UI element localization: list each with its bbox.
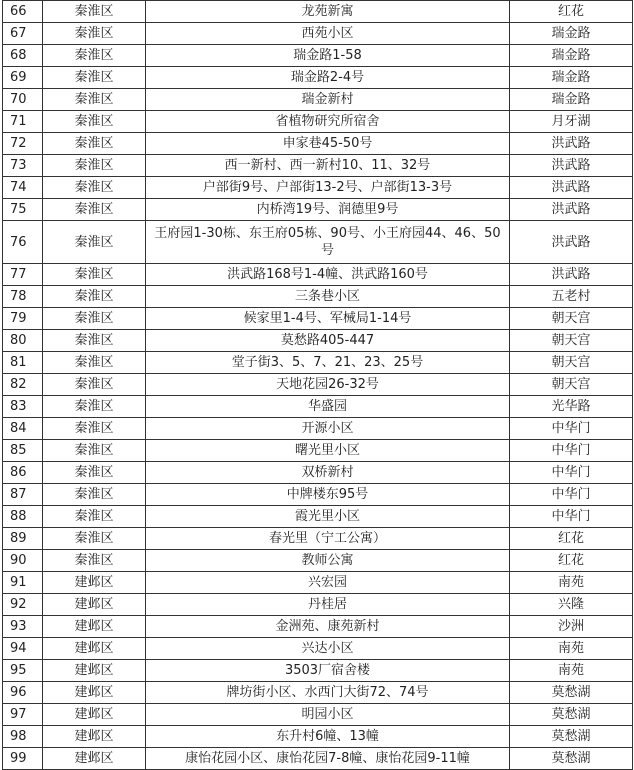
district-cell: 秦淮区 [43,550,146,572]
table-row [3,572,633,594]
row-number: 71 [3,111,43,133]
row-number: 86 [3,462,43,484]
row-number: 94 [3,638,43,660]
district-cell: 秦淮区 [43,155,146,177]
district-cell: 秦淮区 [43,396,146,418]
district-cell: 秦淮区 [43,111,146,133]
table-row [3,45,633,67]
district-cell: 秦淮区 [43,264,146,286]
row-number: 80 [3,330,43,352]
district-cell: 秦淮区 [43,133,146,155]
street-cell: 中华门 [510,440,633,462]
table-row [3,418,633,440]
row-number: 66 [3,1,43,23]
street-cell: 朝天宫 [510,330,633,352]
community-cell: 霞光里小区 [146,506,510,528]
table-row [3,682,633,704]
community-cell: 王府园1-30栋、东王府05栋、90号、小王府园44、46、50号 [146,221,510,264]
row-number: 97 [3,704,43,726]
community-cell: 申家巷45-50号 [146,133,510,155]
district-cell: 秦淮区 [43,352,146,374]
street-cell: 红花 [510,528,633,550]
district-cell: 秦淮区 [43,528,146,550]
district-cell: 秦淮区 [43,418,146,440]
street-cell: 南苑 [510,572,633,594]
district-cell: 建邺区 [43,660,146,682]
street-cell: 瑞金路 [510,23,633,45]
street-cell: 兴隆 [510,594,633,616]
table-row [3,550,633,572]
street-cell: 瑞金路 [510,45,633,67]
district-cell: 秦淮区 [43,23,146,45]
row-number: 74 [3,177,43,199]
street-cell: 光华路 [510,396,633,418]
table-row [3,528,633,550]
table-row [3,374,633,396]
community-cell: 洪武路168号1-4幢、洪武路160号 [146,264,510,286]
community-cell: 龙苑新寓 [146,1,510,23]
row-number: 72 [3,133,43,155]
row-number: 88 [3,506,43,528]
street-cell: 月牙湖 [510,111,633,133]
street-cell: 洪武路 [510,264,633,286]
street-cell: 朝天宫 [510,374,633,396]
table-row [3,199,633,221]
table-body [3,1,633,770]
community-cell: 三条巷小区 [146,286,510,308]
district-cell: 建邺区 [43,748,146,770]
community-cell: 华盛园 [146,396,510,418]
row-number: 99 [3,748,43,770]
table-row [3,133,633,155]
community-cell: 双桥新村 [146,462,510,484]
district-cell: 建邺区 [43,616,146,638]
table-row [3,440,633,462]
row-number: 81 [3,352,43,374]
community-list-table [2,0,633,770]
community-cell: 瑞金新村 [146,89,510,111]
table-row [3,660,633,682]
community-cell: 西苑小区 [146,23,510,45]
row-number: 96 [3,682,43,704]
community-cell: 东升村6幢、13幢 [146,726,510,748]
row-number: 89 [3,528,43,550]
street-cell: 朝天宫 [510,308,633,330]
street-cell: 中华门 [510,506,633,528]
district-cell: 秦淮区 [43,484,146,506]
row-number: 87 [3,484,43,506]
district-cell: 秦淮区 [43,308,146,330]
community-cell: 中牌楼东95号 [146,484,510,506]
street-cell: 中华门 [510,418,633,440]
street-cell: 红花 [510,1,633,23]
community-cell: 户部街9号、户部街13-2号、户部街13-3号 [146,177,510,199]
table-row [3,1,633,23]
community-cell: 曙光里小区 [146,440,510,462]
table-row [3,264,633,286]
table-row [3,330,633,352]
table-row [3,726,633,748]
street-cell: 莫愁湖 [510,726,633,748]
table-row [3,221,633,264]
community-cell: 3503厂宿舍楼 [146,660,510,682]
district-cell: 建邺区 [43,704,146,726]
street-cell: 瑞金路 [510,67,633,89]
district-cell: 建邺区 [43,682,146,704]
street-cell: 五老村 [510,286,633,308]
district-cell: 秦淮区 [43,45,146,67]
district-cell: 秦淮区 [43,199,146,221]
community-cell: 开源小区 [146,418,510,440]
district-cell: 秦淮区 [43,89,146,111]
community-cell: 金洲苑、康苑新村 [146,616,510,638]
table-row [3,308,633,330]
row-number: 90 [3,550,43,572]
row-number: 78 [3,286,43,308]
row-number: 92 [3,594,43,616]
table-row [3,484,633,506]
table-row [3,396,633,418]
row-number: 95 [3,660,43,682]
table-row [3,704,633,726]
community-cell: 康怡花园小区、康怡花园7-8幢、康怡花园9-11幢 [146,748,510,770]
community-cell: 莫愁路405-447 [146,330,510,352]
table-row [3,111,633,133]
street-cell: 洪武路 [510,177,633,199]
table-row [3,462,633,484]
street-cell: 沙洲 [510,616,633,638]
community-cell: 兴宏园 [146,572,510,594]
district-cell: 建邺区 [43,638,146,660]
district-cell: 秦淮区 [43,1,146,23]
street-cell: 中华门 [510,462,633,484]
table-row [3,748,633,770]
row-number: 98 [3,726,43,748]
community-cell: 瑞金路1-58 [146,45,510,67]
community-cell: 春光里（宁工公寓） [146,528,510,550]
row-number: 77 [3,264,43,286]
street-cell: 南苑 [510,638,633,660]
table-row [3,67,633,89]
community-cell: 堂子街3、5、7、21、23、25号 [146,352,510,374]
street-cell: 中华门 [510,484,633,506]
community-cell: 瑞金路2-4号 [146,67,510,89]
district-cell: 建邺区 [43,594,146,616]
table-row [3,177,633,199]
street-cell: 南苑 [510,660,633,682]
street-cell: 洪武路 [510,133,633,155]
street-cell: 洪武路 [510,155,633,177]
district-cell: 秦淮区 [43,67,146,89]
row-number: 75 [3,199,43,221]
district-cell: 秦淮区 [43,286,146,308]
row-number: 69 [3,67,43,89]
community-cell: 牌坊街小区、水西门大街72、74号 [146,682,510,704]
community-cell: 西一新村、西一新村10、11、32号 [146,155,510,177]
community-list-table-container [2,0,632,770]
table-row [3,23,633,45]
district-cell: 秦淮区 [43,506,146,528]
table-row [3,594,633,616]
table-row [3,155,633,177]
community-cell: 丹桂居 [146,594,510,616]
district-cell: 建邺区 [43,572,146,594]
street-cell: 红花 [510,550,633,572]
row-number: 68 [3,45,43,67]
street-cell: 洪武路 [510,199,633,221]
street-cell: 莫愁湖 [510,704,633,726]
community-cell: 天地花园26-32号 [146,374,510,396]
row-number: 70 [3,89,43,111]
row-number: 84 [3,418,43,440]
community-cell: 内桥湾19号、润德里9号 [146,199,510,221]
row-number: 82 [3,374,43,396]
row-number: 67 [3,23,43,45]
street-cell: 莫愁湖 [510,682,633,704]
table-row [3,89,633,111]
street-cell: 瑞金路 [510,89,633,111]
district-cell: 秦淮区 [43,440,146,462]
row-number: 93 [3,616,43,638]
street-cell: 洪武路 [510,221,633,264]
row-number: 79 [3,308,43,330]
community-cell: 候家里1-4号、军械局1-14号 [146,308,510,330]
table-row [3,286,633,308]
district-cell: 秦淮区 [43,462,146,484]
table-row [3,352,633,374]
community-cell: 兴达小区 [146,638,510,660]
district-cell: 秦淮区 [43,330,146,352]
row-number: 76 [3,221,43,264]
district-cell: 建邺区 [43,726,146,748]
district-cell: 秦淮区 [43,221,146,264]
table-row [3,638,633,660]
row-number: 73 [3,155,43,177]
row-number: 85 [3,440,43,462]
district-cell: 秦淮区 [43,374,146,396]
row-number: 83 [3,396,43,418]
table-row [3,616,633,638]
community-cell: 省植物研究所宿舍 [146,111,510,133]
table-row [3,506,633,528]
district-cell: 秦淮区 [43,177,146,199]
community-cell: 教师公寓 [146,550,510,572]
street-cell: 朝天宫 [510,352,633,374]
street-cell: 莫愁湖 [510,748,633,770]
community-cell: 明园小区 [146,704,510,726]
row-number: 91 [3,572,43,594]
